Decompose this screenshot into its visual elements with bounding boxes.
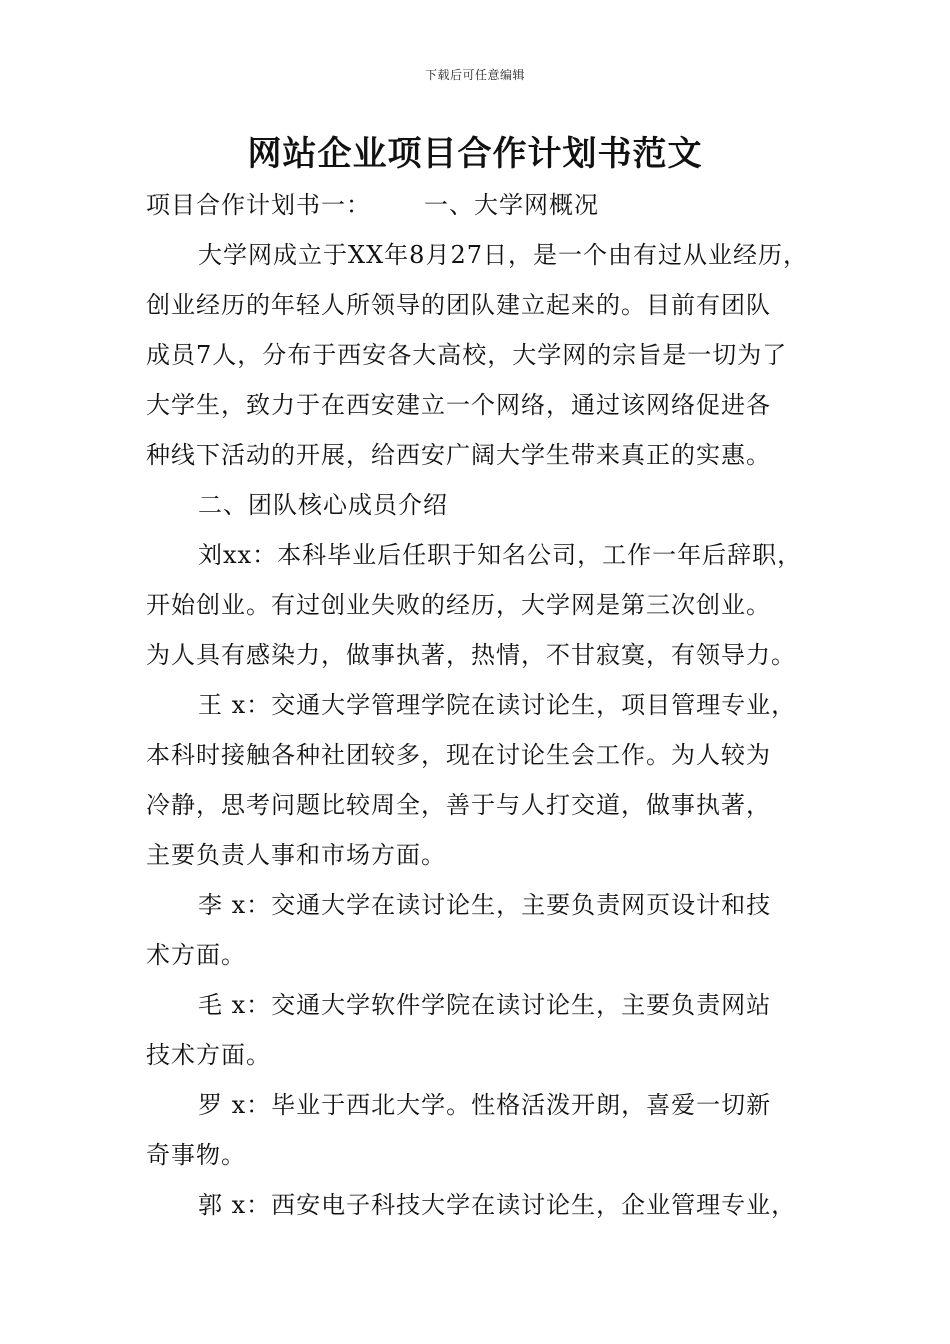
paragraph-line: 术方面。 bbox=[146, 941, 246, 969]
paragraph-line: 主要负责人事和市场方面。 bbox=[146, 841, 446, 869]
intro-line bbox=[146, 180, 826, 230]
paragraph-line: 冷静，思考问题比较周全，善于与人打交道，做事执著， bbox=[146, 791, 771, 819]
paragraph-line: 开始创业。有过创业失败的经历，大学网是第三次创业。 bbox=[146, 591, 771, 619]
paragraph-line: 王 x：交通大学管理学院在读讨论生，项目管理专业， bbox=[198, 691, 797, 719]
document-title: 网站企业项目合作计划书范文 bbox=[247, 134, 703, 174]
paragraph-line: 创业经历的年轻人所领导的团队建立起来的。目前有团队 bbox=[146, 291, 771, 319]
paragraph-line: 成员7人，分布于西安各大高校，大学网的宗旨是一切为了 bbox=[146, 341, 788, 369]
paragraph-line: 郭 x：西安电子科技大学在读讨论生，企业管理专业， bbox=[198, 1191, 797, 1219]
paragraph-line: 本科时接触各种社团较多，现在讨论生会工作。为人较为 bbox=[146, 741, 771, 769]
paragraph-line: 奇事物。 bbox=[146, 1141, 246, 1169]
header-note: 下载后可任意编辑 bbox=[424, 68, 525, 82]
paragraph-line: 罗 x：毕业于西北大学。性格活泼开朗，喜爱一切新 bbox=[198, 1091, 772, 1119]
intro-label: 项目合作计划书一： bbox=[146, 191, 371, 219]
paragraph-line: 李 x：交通大学在读讨论生，主要负责网页设计和技 bbox=[198, 891, 772, 919]
paragraph-line: 大学网成立于XX年8月27日，是一个由有过从业经历， bbox=[198, 241, 808, 269]
paragraph-line: 大学生，致力于在西安建立一个网络，通过该网络促进各 bbox=[146, 391, 771, 419]
paragraph-line: 毛 x：交通大学软件学院在读讨论生，主要负责网站 bbox=[198, 991, 772, 1019]
paragraph-line: 种线下活动的开展，给西安广阔大学生带来真正的实惠。 bbox=[146, 441, 771, 469]
section-heading-team: 二、团队核心成员介绍 bbox=[198, 491, 448, 519]
paragraph-line: 技术方面。 bbox=[146, 1041, 271, 1069]
section-heading-overview: 一、大学网概况 bbox=[424, 191, 599, 219]
paragraph-line: 为人具有感染力，做事执著，热情，不甘寂寞，有领导力。 bbox=[146, 641, 796, 669]
paragraph-line: 刘xx：本科毕业后任职于知名公司，工作一年后辞职， bbox=[198, 541, 803, 569]
document-body bbox=[146, 180, 826, 1230]
